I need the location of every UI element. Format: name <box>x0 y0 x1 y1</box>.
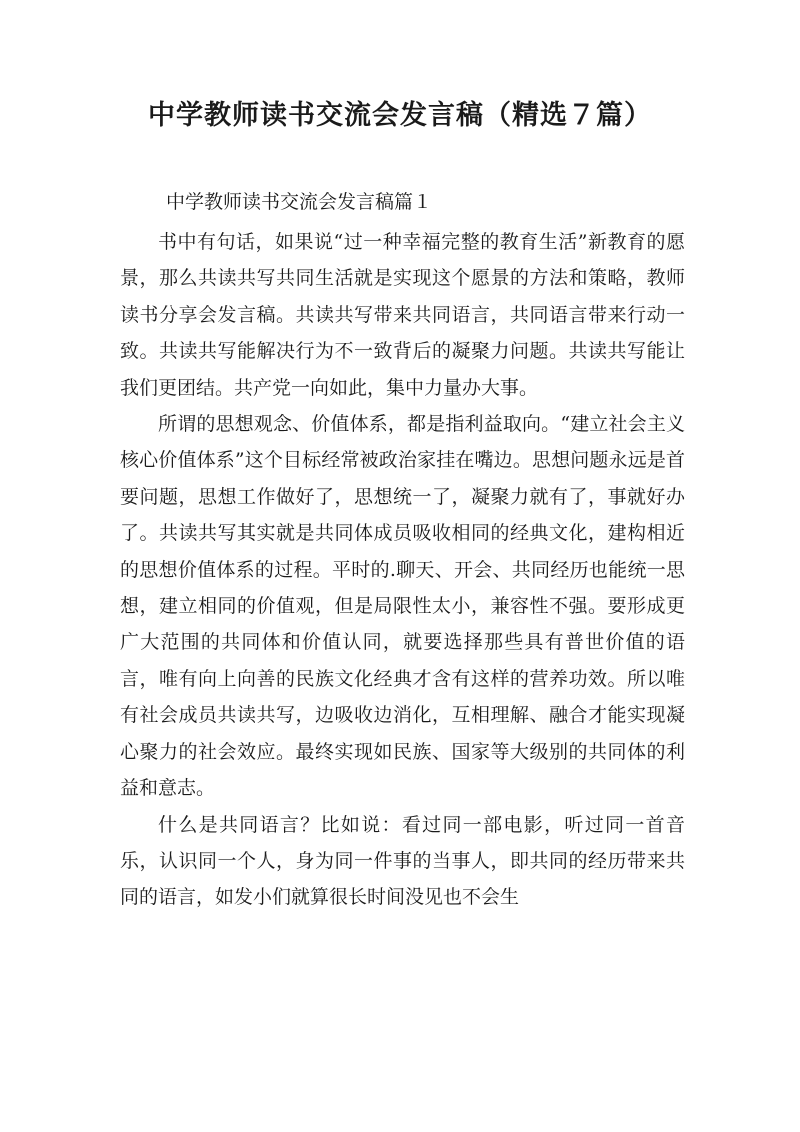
paragraph: 书中有句话，如果说“过一种幸福完整的教育生活”新教育的愿景，那么共读共写共同生活就是实现这个愿景的方法和策略，教师读书分享会发言稿。共读共写带来共同语言，共同语言带来行动一致。共读共写能解决行为不一致背后的凝聚力问题。共读共写能让我们更团结。共产党一向如此，集中力量办大事。 <box>120 231 685 399</box>
paragraph: 什么是共同语言？比如说：看过同一部电影，听过同一首音乐，认识同一个人，身为同一件事的当事人，即共同的经历带来共同的语言，如发小们就算很长时间没见也不会生 <box>120 813 685 909</box>
document-body <box>120 224 685 916</box>
document-title: 中学教师读书交流会发言稿（精选７篇） <box>148 100 652 131</box>
section-heading: 中学教师读书交流会发言稿篇１ <box>166 191 433 213</box>
paragraph: 所谓的思想观念、价值体系，都是指利益取向。“建立社会主义核心价值体系”这个目标经常被政治家挂在嘴边。思想问题永远是首要问题，思想工作做好了，思想统一了，凝聚力就有了，事就好办了。共读共写其实就是共同体成员吸收相同的经典文化，建构相近的思想价值体系的过程。平时的.聊天、开会、共同经历也能统一思想，建立相同的价值观，但是局限性太小，兼容性不强。要形成更广大范围的共同体和价值认同，就要选择那些具有普世价值的语言，唯有向上向善的民族文化经典才含有这样的营养功效。所以唯有社会成员共读共写，边吸收边消化，互相理解、融合才能实现凝心聚力的社会效应。最终实现如民族、国家等大级别的共同体的利益和意志。 <box>120 413 685 800</box>
